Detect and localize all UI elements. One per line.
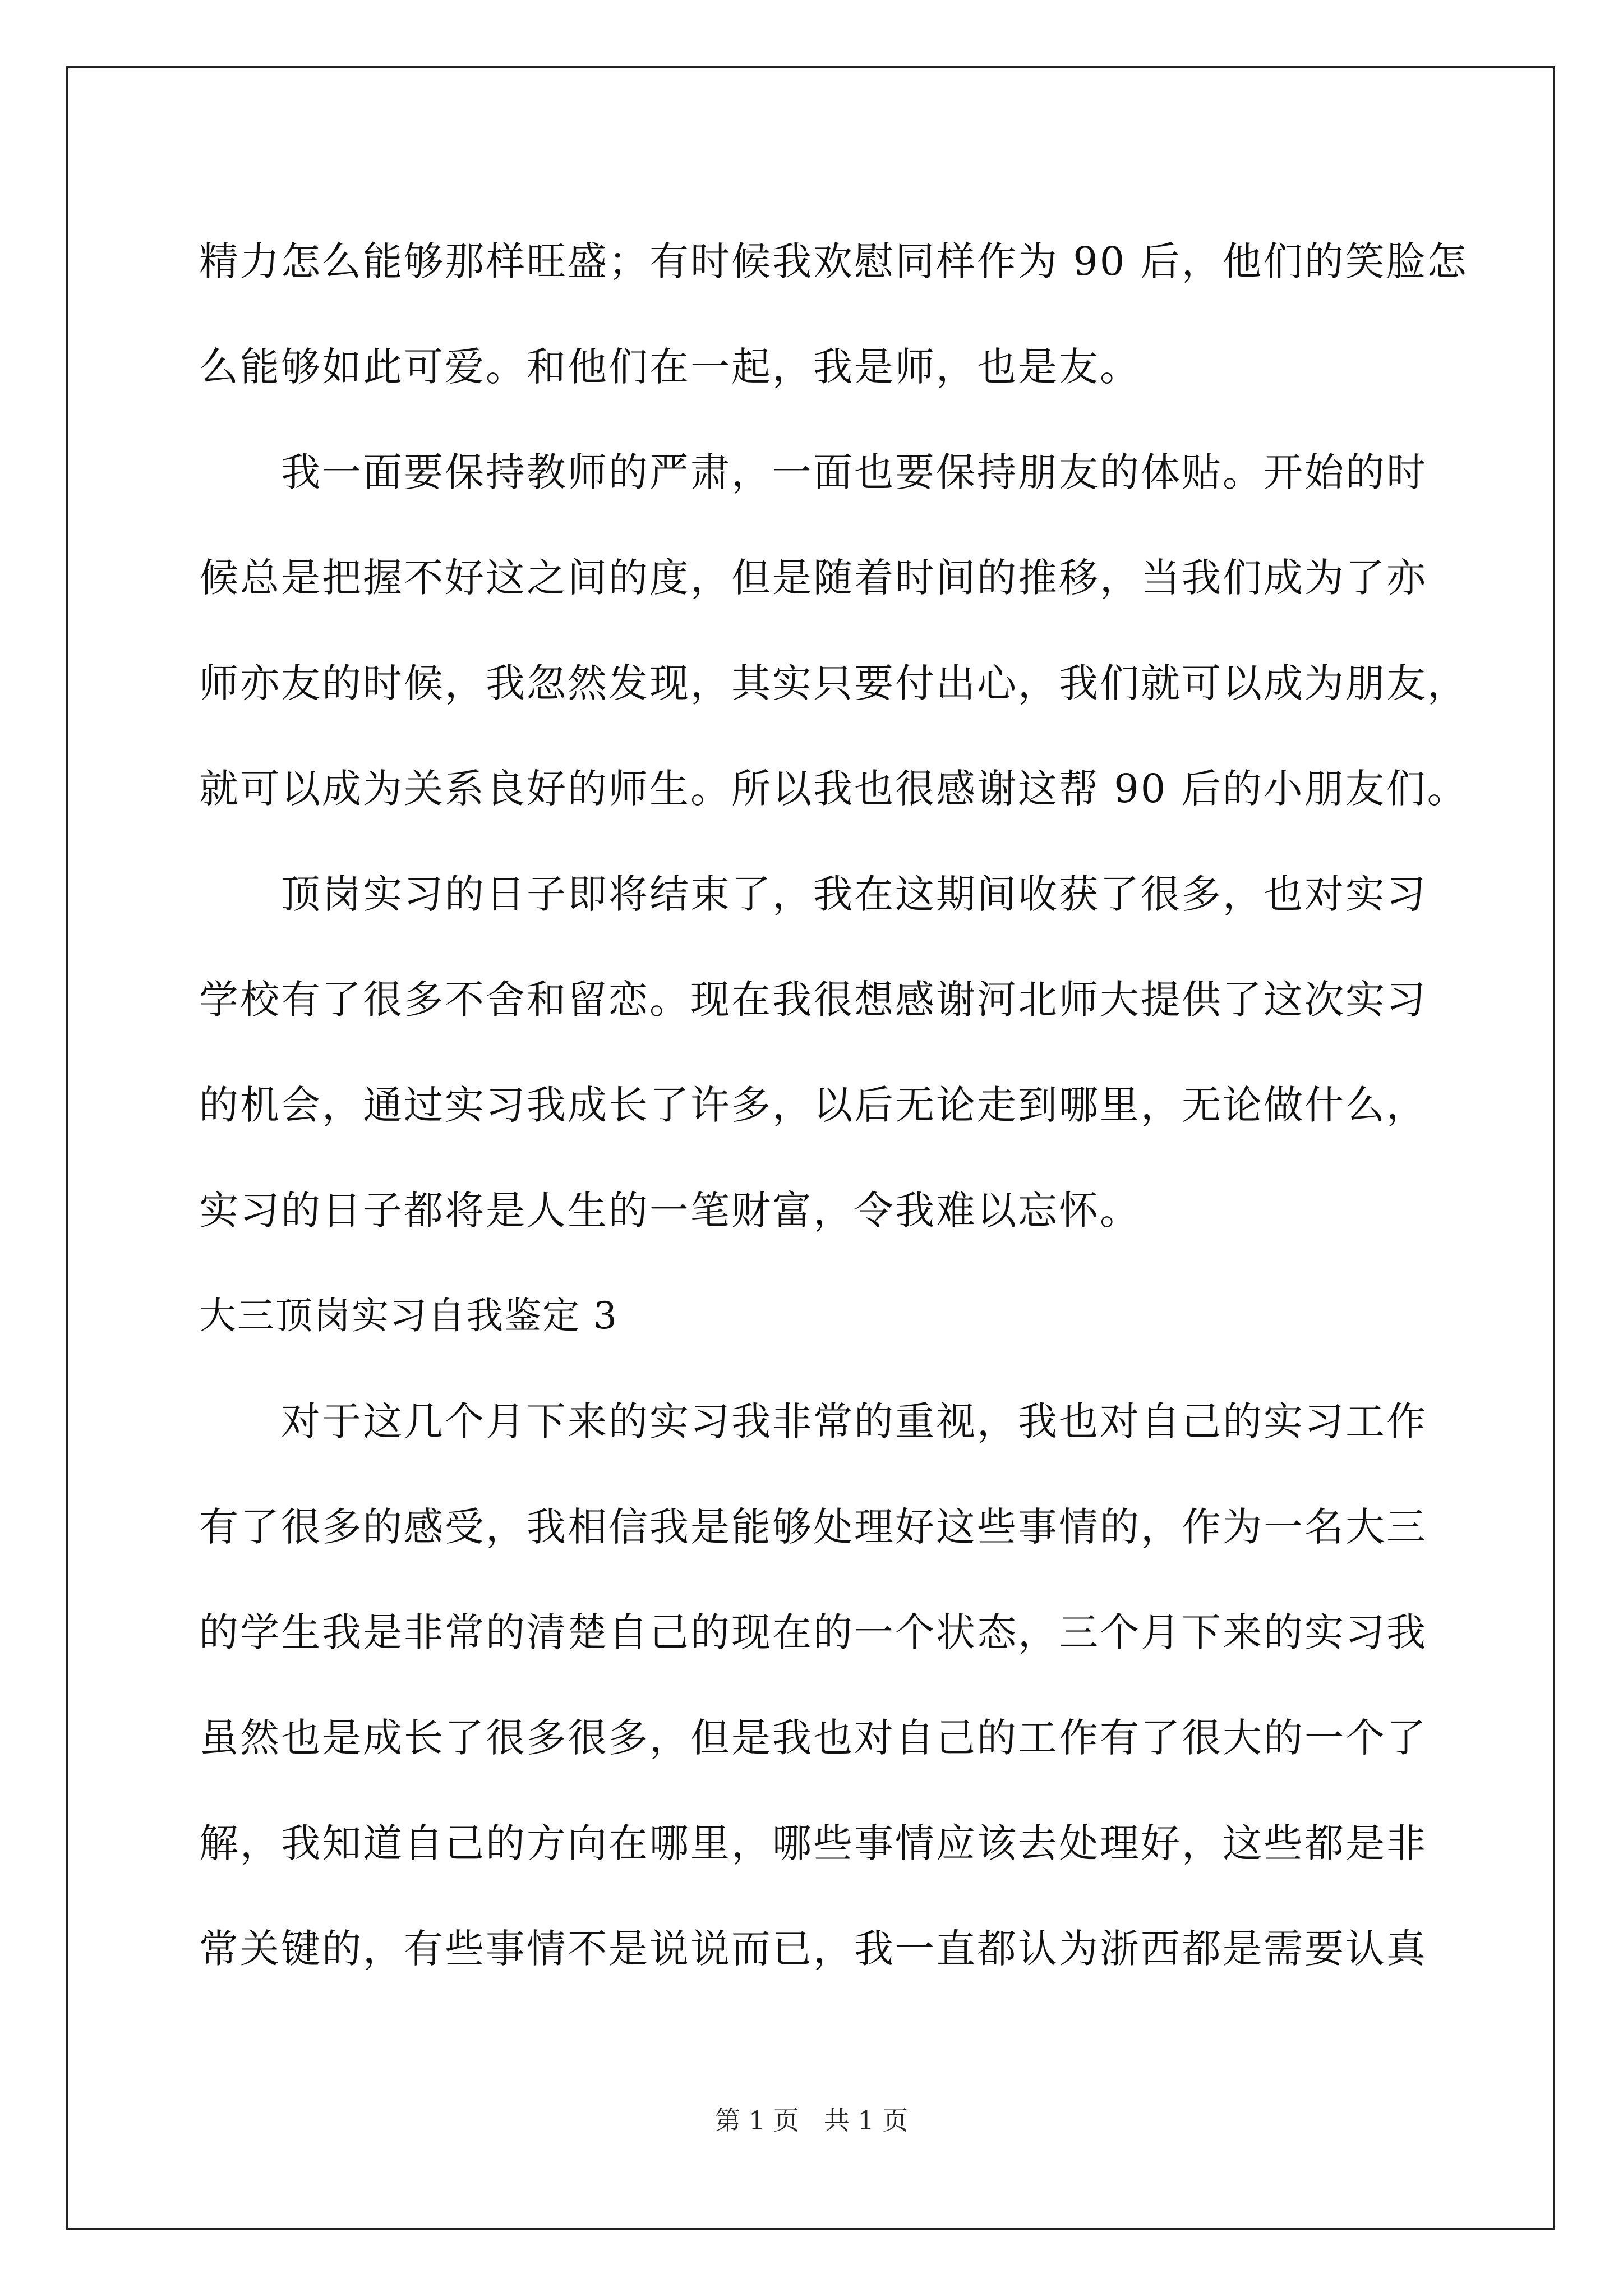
text-line: 候总是把握不好这之间的度，但是随着时间的推移，当我们成为了亦 (199, 555, 1427, 601)
text-line: 么能够如此可爱。和他们在一起，我是师，也是友。 (199, 344, 1141, 390)
section-heading: 大三顶岗实习自我鉴定 3 (199, 1294, 618, 1337)
text-line: 的学生我是非常的清楚自己的现在的一个状态，三个月下来的实习我 (199, 1609, 1427, 1655)
document-body (199, 209, 1468, 2001)
text-line: 的机会，通过实习我成长了许多，以后无论走到哪里，无论做什么， (199, 1082, 1427, 1128)
text-line: 实习的日子都将是人生的一笔财富，令我难以忘怀。 (199, 1188, 1141, 1234)
text-line: 虽然也是成长了很多很多，但是我也对自己的工作有了很大的一个了 (199, 1715, 1427, 1761)
text-line: 常关键的，有些事情不是说说而已，我一直都认为浙西都是需要认真 (199, 1926, 1427, 1972)
text-line: 学校有了很多不舍和留恋。现在我很想感谢河北师大提供了这次实习 (199, 977, 1427, 1023)
text-line: 解，我知道自己的方向在哪里，哪些事情应该去处理好，这些都是非 (199, 1820, 1427, 1866)
text-line: 精力怎么能够那样旺盛；有时候我欢慰同样作为 90 后，他们的笑脸怎 (199, 238, 1468, 284)
text-line: 就可以成为关系良好的师生。所以我也很感谢这帮 90 后的小朋友们。 (199, 766, 1468, 812)
text-line: 我一面要保持教师的严肃，一面也要保持朋友的体贴。开始的时 (199, 449, 1427, 495)
text-line: 师亦友的时候，我忽然发现，其实只要付出心，我们就可以成为朋友， (199, 660, 1468, 706)
text-line: 顶岗实习的日子即将结束了，我在这期间收获了很多，也对实习 (199, 871, 1427, 917)
page-footer: 第 1 页 共 1 页 (714, 2105, 909, 2136)
text-line: 有了很多的感受，我相信我是能够处理好这些事情的，作为一名大三 (199, 1504, 1427, 1550)
text-line: 对于这几个月下来的实习我非常的重视，我也对自己的实习工作 (199, 1398, 1427, 1444)
